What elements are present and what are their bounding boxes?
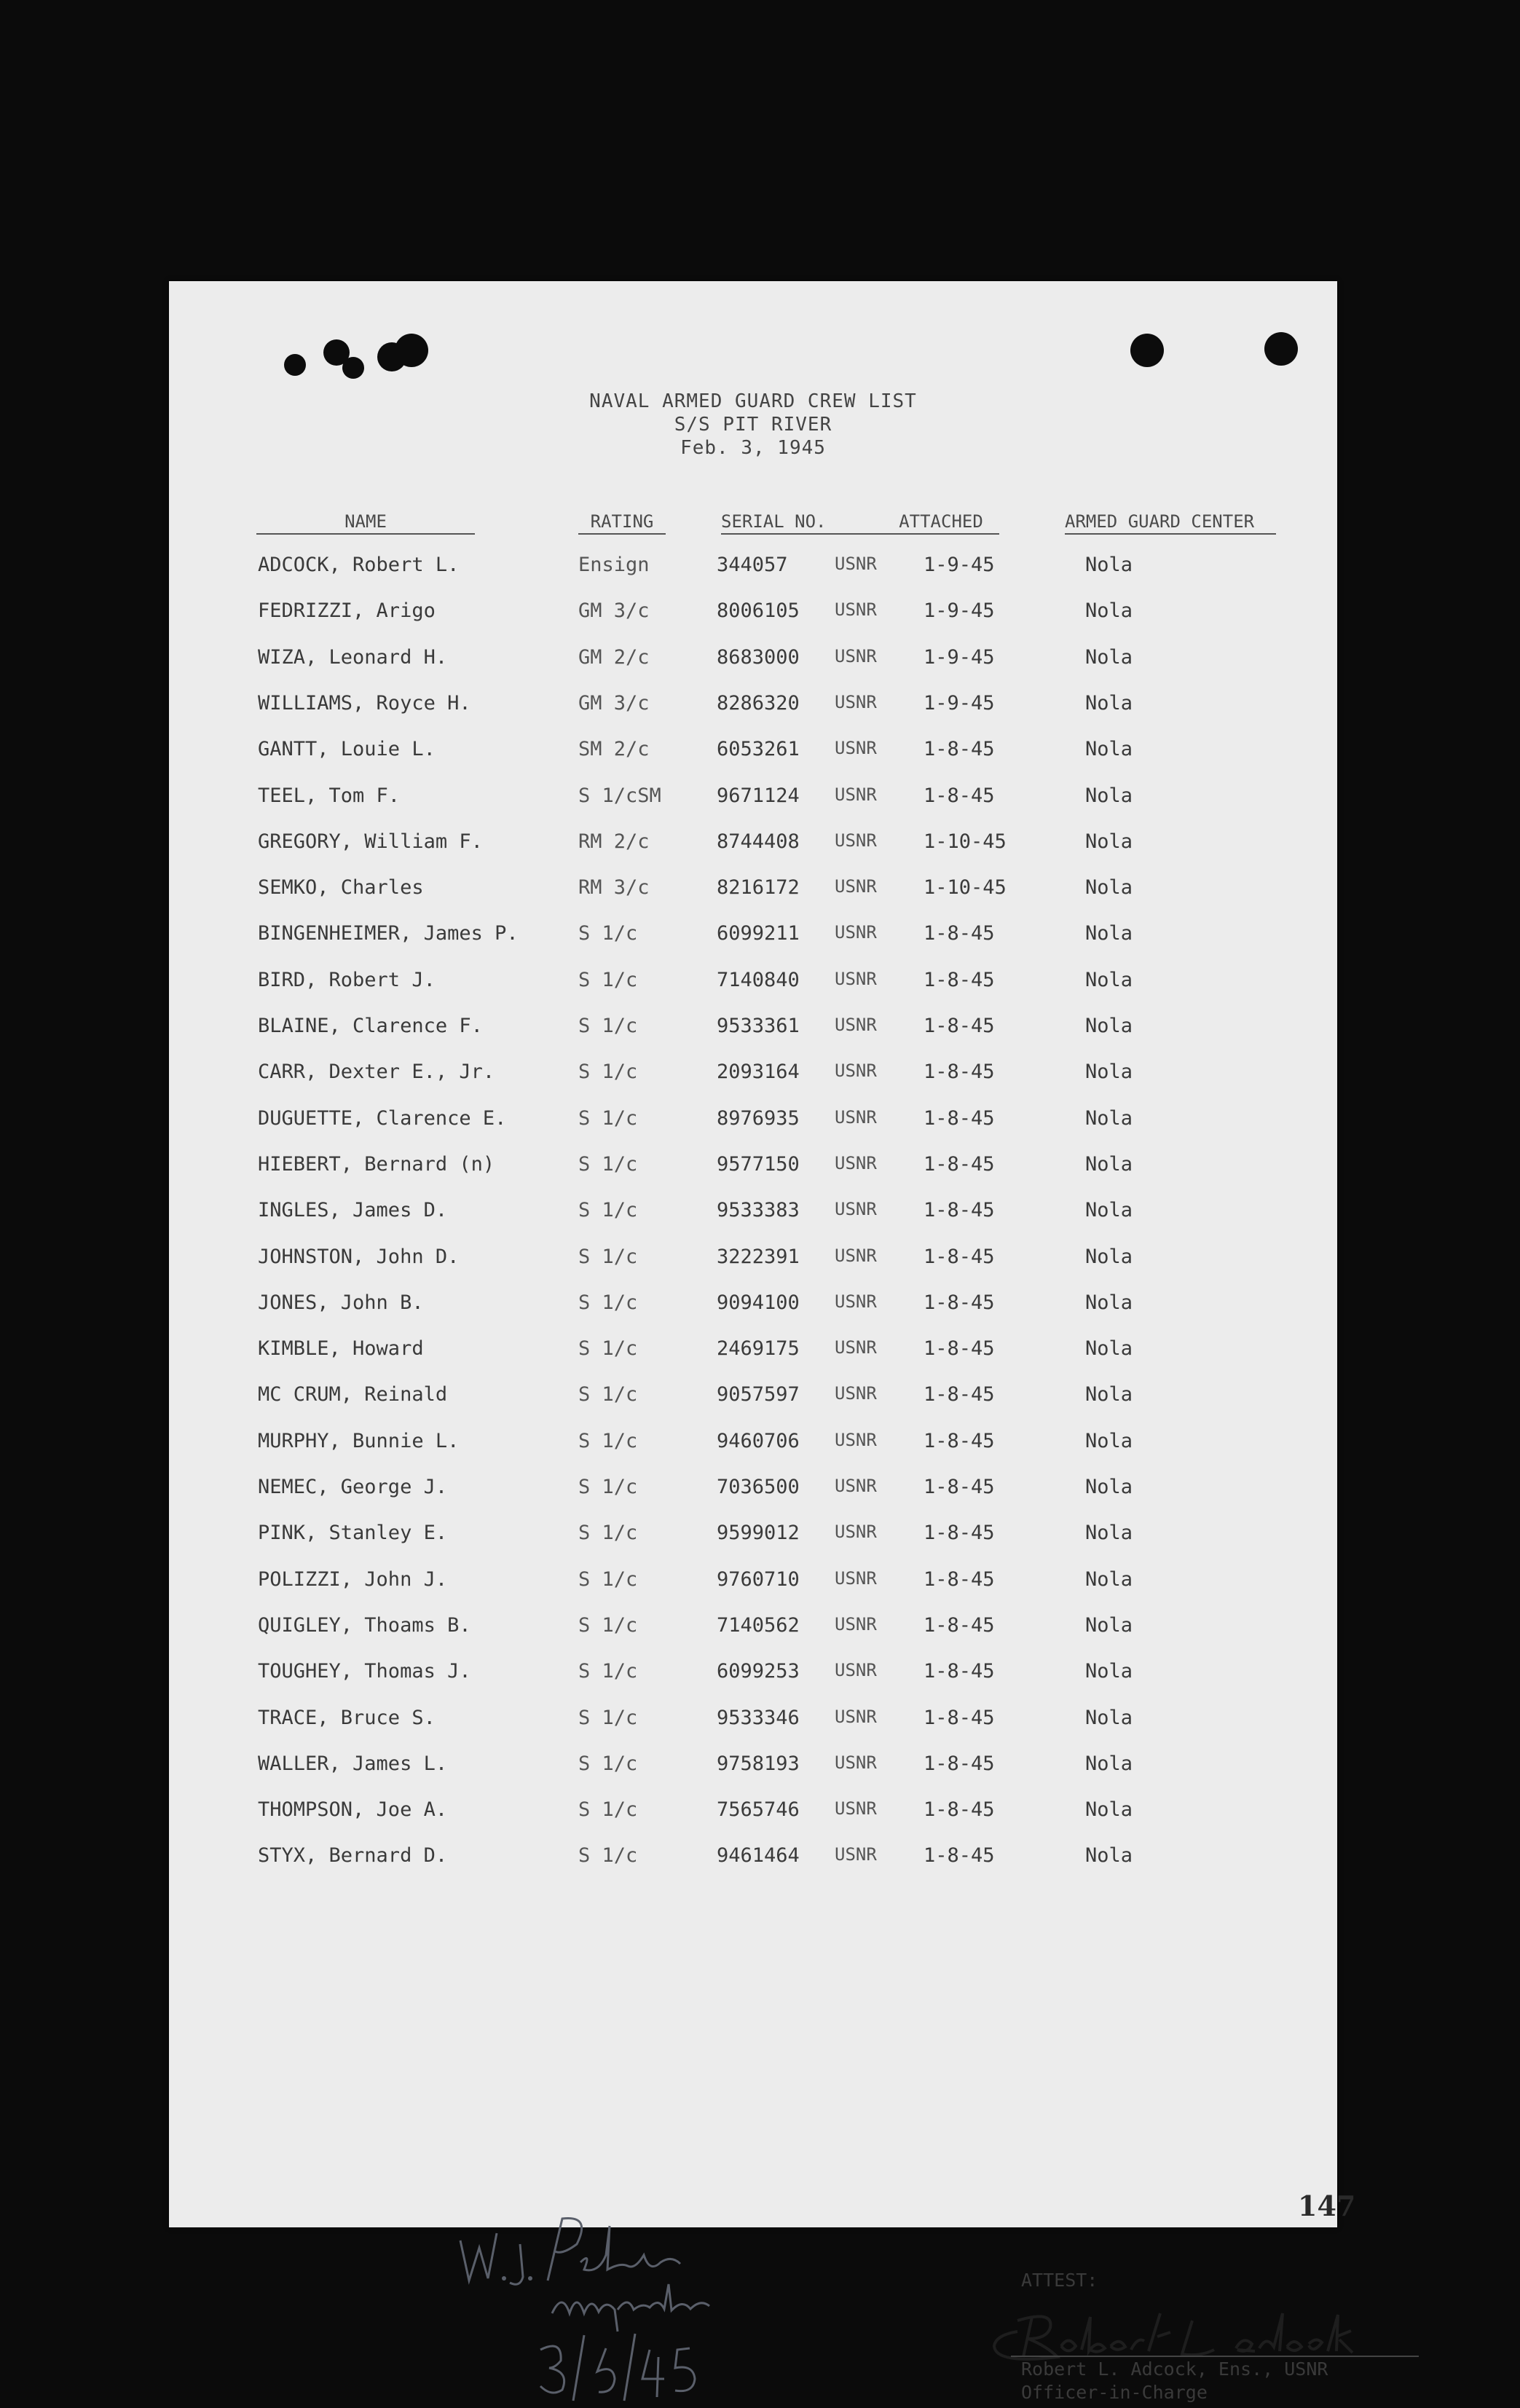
table-row [169, 1015, 1337, 1044]
crew-branch: USNR [835, 784, 877, 805]
crew-attached: 1-9-45 [924, 554, 995, 576]
crew-name: THOMPSON, Joe A. [258, 1798, 448, 1822]
crew-branch: USNR [835, 876, 877, 897]
attest-label: ATTEST: [1021, 2270, 1098, 2291]
crew-attached: 1-8-45 [924, 1844, 995, 1868]
crew-rating: S 1/c [578, 1383, 638, 1406]
crew-branch: USNR [835, 645, 877, 666]
crew-center: Nola [1085, 1844, 1133, 1868]
crew-name: MURPHY, Bunnie L. [258, 1429, 460, 1452]
crew-serial: 9760710 [717, 1567, 800, 1591]
crew-name: BLAINE, Clarence F. [258, 1015, 483, 1037]
crew-name: PINK, Stanley E. [258, 1522, 448, 1545]
crew-name: FEDRIZZI, Arigo [258, 599, 436, 623]
crew-rating: S 1/c [578, 1613, 638, 1637]
table-row [169, 1337, 1337, 1366]
crew-name: QUIGLEY, Thoams B. [258, 1613, 471, 1637]
crew-name: JONES, John B. [258, 1291, 424, 1314]
table-row [169, 1246, 1337, 1275]
crew-center: Nola [1085, 691, 1133, 715]
crew-rating: S 1/c [578, 968, 638, 991]
table-row [169, 1153, 1337, 1182]
table-row [169, 599, 1337, 629]
table-row [169, 1844, 1337, 1873]
crew-rating: S 1/c [578, 1752, 638, 1775]
inspection-date [533, 2328, 701, 2408]
crew-center: Nola [1085, 1383, 1133, 1406]
table-row [169, 1430, 1337, 1459]
crew-serial: 2093164 [717, 1061, 800, 1084]
crew-serial: 8744408 [717, 830, 800, 853]
table-row [169, 784, 1337, 814]
table-row [169, 922, 1337, 951]
crew-center: Nola [1085, 1199, 1133, 1222]
crew-center: Nola [1085, 1245, 1133, 1268]
crew-name: BIRD, Robert J. [258, 968, 436, 991]
crew-name: WILLIAMS, Royce H. [258, 691, 471, 715]
crew-attached: 1-8-45 [924, 1245, 995, 1268]
table-row [169, 969, 1337, 998]
crew-branch: USNR [835, 691, 877, 712]
crew-attached: 1-8-45 [924, 1613, 995, 1637]
table-row [169, 1199, 1337, 1228]
crew-serial: 9758193 [717, 1752, 800, 1775]
table-row [169, 646, 1337, 675]
crew-rating: S 1/c [578, 1245, 638, 1268]
crew-serial: 8216172 [717, 876, 800, 900]
crew-center: Nola [1085, 1106, 1133, 1130]
crew-center: Nola [1085, 1291, 1133, 1314]
column-name: NAME [256, 511, 475, 535]
crew-name: CARR, Dexter E., Jr. [258, 1061, 495, 1084]
crew-serial: 9461464 [717, 1844, 800, 1868]
crew-name: TEEL, Tom F. [258, 784, 401, 807]
crew-rating: Ensign [578, 554, 650, 576]
table-row [169, 1061, 1337, 1090]
crew-center: Nola [1085, 1752, 1133, 1775]
table-row [169, 554, 1337, 583]
crew-center: Nola [1085, 645, 1133, 669]
crew-branch: USNR [835, 1061, 877, 1082]
crew-branch: USNR [835, 1106, 877, 1128]
crew-name: DUGUETTE, Clarence E. [258, 1106, 507, 1130]
crew-branch: USNR [835, 1383, 877, 1404]
crew-branch: USNR [835, 1522, 877, 1543]
crew-name: WIZA, Leonard H. [258, 645, 448, 669]
crew-rating: S 1/c [578, 1567, 638, 1591]
crew-serial: 7036500 [717, 1476, 800, 1498]
column-rating: RATING [578, 511, 666, 535]
crew-center: Nola [1085, 554, 1133, 576]
crew-rating: S 1/c [578, 1476, 638, 1498]
crew-branch: USNR [835, 1752, 877, 1773]
crew-serial: 3222391 [717, 1245, 800, 1268]
crew-branch: USNR [835, 1245, 877, 1266]
crew-serial: 8286320 [717, 691, 800, 715]
crew-rating: S 1/c [578, 1061, 638, 1084]
crew-attached: 1-8-45 [924, 1152, 995, 1176]
crew-attached: 1-9-45 [924, 599, 995, 623]
crew-attached: 1-9-45 [924, 691, 995, 715]
crew-attached: 1-8-45 [924, 1291, 995, 1314]
crew-serial: 344057 [717, 554, 788, 576]
crew-attached: 1-8-45 [924, 1660, 995, 1683]
crew-rating: S 1/c [578, 1522, 638, 1545]
crew-serial: 6099211 [717, 922, 800, 945]
ship-name: S/S PIT RIVER [674, 414, 832, 436]
crew-rating: S 1/c [578, 1660, 638, 1683]
crew-rating: S 1/c [578, 1199, 638, 1222]
table-row [169, 1660, 1337, 1689]
crew-attached: 1-8-45 [924, 1383, 995, 1406]
crew-center: Nola [1085, 599, 1133, 623]
crew-name: GREGORY, William F. [258, 830, 483, 853]
crew-name: GANTT, Louie L. [258, 738, 436, 761]
inspector-title [548, 2277, 722, 2335]
crew-attached: 1-10-45 [924, 876, 1007, 900]
crew-serial: 7140562 [717, 1613, 800, 1637]
punch-hole [395, 334, 428, 367]
crew-rating: S 1/c [578, 1429, 638, 1452]
crew-serial: 6099253 [717, 1660, 800, 1683]
crew-branch: USNR [835, 1567, 877, 1589]
crew-rating: S 1/c [578, 1706, 638, 1729]
crew-name: HIEBERT, Bernard (n) [258, 1152, 495, 1176]
punch-hole [342, 357, 364, 379]
crew-attached: 1-8-45 [924, 968, 995, 991]
table-row [169, 830, 1337, 859]
crew-center: Nola [1085, 1015, 1133, 1037]
crew-center: Nola [1085, 1152, 1133, 1176]
crew-center: Nola [1085, 1567, 1133, 1591]
crew-branch: USNR [835, 1152, 877, 1173]
punch-hole [1264, 332, 1298, 366]
column-serial: SERIAL NO. [721, 511, 910, 535]
crew-center: Nola [1085, 1613, 1133, 1637]
crew-center: Nola [1085, 1061, 1133, 1084]
crew-center: Nola [1085, 1522, 1133, 1545]
table-row [169, 692, 1337, 721]
punch-hole [284, 354, 306, 376]
crew-name: NEMEC, George J. [258, 1476, 448, 1498]
crew-center: Nola [1085, 784, 1133, 807]
crew-center: Nola [1085, 1429, 1133, 1452]
crew-name: BINGENHEIMER, James P. [258, 922, 519, 945]
crew-center: Nola [1085, 968, 1133, 991]
crew-branch: USNR [835, 738, 877, 759]
crew-attached: 1-10-45 [924, 830, 1007, 853]
crew-attached: 1-8-45 [924, 1752, 995, 1775]
crew-name: POLIZZI, John J. [258, 1567, 448, 1591]
crew-branch: USNR [835, 830, 877, 851]
crew-serial: 9533361 [717, 1015, 800, 1037]
crew-name: MC CRUM, Reinald [258, 1383, 448, 1406]
crew-serial: 7140840 [717, 968, 800, 991]
crew-center: Nola [1085, 1660, 1133, 1683]
page-number: 147 [1298, 2189, 1356, 2222]
crew-rating: RM 3/c [578, 876, 650, 900]
crew-name: ADCOCK, Robert L. [258, 554, 460, 576]
crew-serial: 7565746 [717, 1798, 800, 1822]
attest-signer-title: Officer-in-Charge [1021, 2382, 1208, 2403]
crew-rating: S 1/c [578, 1798, 638, 1822]
crew-attached: 1-8-45 [924, 1476, 995, 1498]
table-row [169, 1752, 1337, 1782]
crew-branch: USNR [835, 1613, 877, 1634]
table-row [169, 1383, 1337, 1412]
crew-branch: USNR [835, 1199, 877, 1220]
column-center: ARMED GUARD CENTER [1065, 511, 1276, 535]
crew-rating: S 1/c [578, 1844, 638, 1868]
crew-attached: 1-8-45 [924, 1061, 995, 1084]
crew-rating: S 1/c [578, 1106, 638, 1130]
crew-serial: 9533383 [717, 1199, 800, 1222]
crew-branch: USNR [835, 599, 877, 621]
crew-center: Nola [1085, 1476, 1133, 1498]
crew-branch: USNR [835, 1291, 877, 1312]
table-row [169, 1107, 1337, 1136]
crew-rating: GM 3/c [578, 691, 650, 715]
crew-attached: 1-9-45 [924, 645, 995, 669]
column-headers [169, 511, 1337, 540]
table-row [169, 1614, 1337, 1643]
crew-rating: GM 3/c [578, 599, 650, 623]
crew-rating: S 1/c [578, 1337, 638, 1361]
crew-center: Nola [1085, 922, 1133, 945]
table-row [169, 1291, 1337, 1321]
crew-branch: USNR [835, 1337, 877, 1358]
crew-center: Nola [1085, 738, 1133, 761]
crew-rating: S 1/cSM [578, 784, 661, 807]
crew-branch: USNR [835, 1429, 877, 1450]
crew-rating: S 1/c [578, 1291, 638, 1314]
crew-center: Nola [1085, 1706, 1133, 1729]
crew-center: Nola [1085, 876, 1133, 900]
crew-serial: 2469175 [717, 1337, 800, 1361]
crew-rating: SM 2/c [578, 738, 650, 761]
table-row [169, 1568, 1337, 1597]
crew-rating: S 1/c [578, 1015, 638, 1037]
crew-branch: USNR [835, 922, 877, 943]
crew-branch: USNR [835, 1844, 877, 1865]
punch-hole [1130, 334, 1164, 367]
crew-name: JOHNSTON, John D. [258, 1245, 460, 1268]
crew-attached: 1-8-45 [924, 1522, 995, 1545]
table-row [169, 1798, 1337, 1827]
crew-name: TRACE, Bruce S. [258, 1706, 436, 1729]
crew-attached: 1-8-45 [924, 1567, 995, 1591]
document-date: Feb. 3, 1945 [680, 437, 826, 459]
crew-serial: 9094100 [717, 1291, 800, 1314]
attest-signer-name: Robert L. Adcock, Ens., USNR [1021, 2358, 1328, 2380]
crew-name: WALLER, James L. [258, 1752, 448, 1775]
document-title: NAVAL ARMED GUARD CREW LIST [589, 390, 917, 412]
crew-serial: 9533346 [717, 1706, 800, 1729]
crew-branch: USNR [835, 968, 877, 989]
crew-name: SEMKO, Charles [258, 876, 424, 900]
crew-serial: 9460706 [717, 1429, 800, 1452]
crew-rating: S 1/c [578, 1152, 638, 1176]
crew-rating: RM 2/c [578, 830, 650, 853]
crew-name: STYX, Bernard D. [258, 1844, 448, 1868]
crew-branch: USNR [835, 1660, 877, 1681]
crew-attached: 1-8-45 [924, 1798, 995, 1822]
crew-serial: 9599012 [717, 1522, 800, 1545]
crew-center: Nola [1085, 1337, 1133, 1361]
crew-branch: USNR [835, 1798, 877, 1819]
crew-center: Nola [1085, 830, 1133, 853]
crew-attached: 1-8-45 [924, 738, 995, 761]
crew-attached: 1-8-45 [924, 784, 995, 807]
signature-line [1011, 2356, 1419, 2357]
table-row [169, 1707, 1337, 1736]
crew-attached: 1-8-45 [924, 1015, 995, 1037]
crew-branch: USNR [835, 1706, 877, 1727]
crew-serial: 9671124 [717, 784, 800, 807]
crew-serial: 8976935 [717, 1106, 800, 1130]
table-row [169, 738, 1337, 767]
crew-name: KIMBLE, Howard [258, 1337, 424, 1361]
column-attached: ATTACHED [883, 511, 999, 535]
crew-branch: USNR [835, 1476, 877, 1496]
crew-branch: USNR [835, 554, 877, 574]
table-row [169, 1476, 1337, 1505]
crew-attached: 1-8-45 [924, 1106, 995, 1130]
crew-serial: 8683000 [717, 645, 800, 669]
crew-serial: 8006105 [717, 599, 800, 623]
crew-center: Nola [1085, 1798, 1133, 1822]
crew-serial: 9057597 [717, 1383, 800, 1406]
crew-rating: S 1/c [578, 922, 638, 945]
crew-branch: USNR [835, 1015, 877, 1035]
crew-list-page [169, 281, 1356, 2403]
crew-attached: 1-8-45 [924, 922, 995, 945]
table-row [169, 1522, 1337, 1551]
crew-attached: 1-8-45 [924, 1429, 995, 1452]
crew-name: INGLES, James D. [258, 1199, 448, 1222]
crew-serial: 6053261 [717, 738, 800, 761]
crew-rating: GM 2/c [578, 645, 650, 669]
crew-attached: 1-8-45 [924, 1706, 995, 1729]
crew-attached: 1-8-45 [924, 1337, 995, 1361]
crew-attached: 1-8-45 [924, 1199, 995, 1222]
table-row [169, 876, 1337, 905]
crew-name: TOUGHEY, Thomas J. [258, 1660, 471, 1683]
crew-serial: 9577150 [717, 1152, 800, 1176]
